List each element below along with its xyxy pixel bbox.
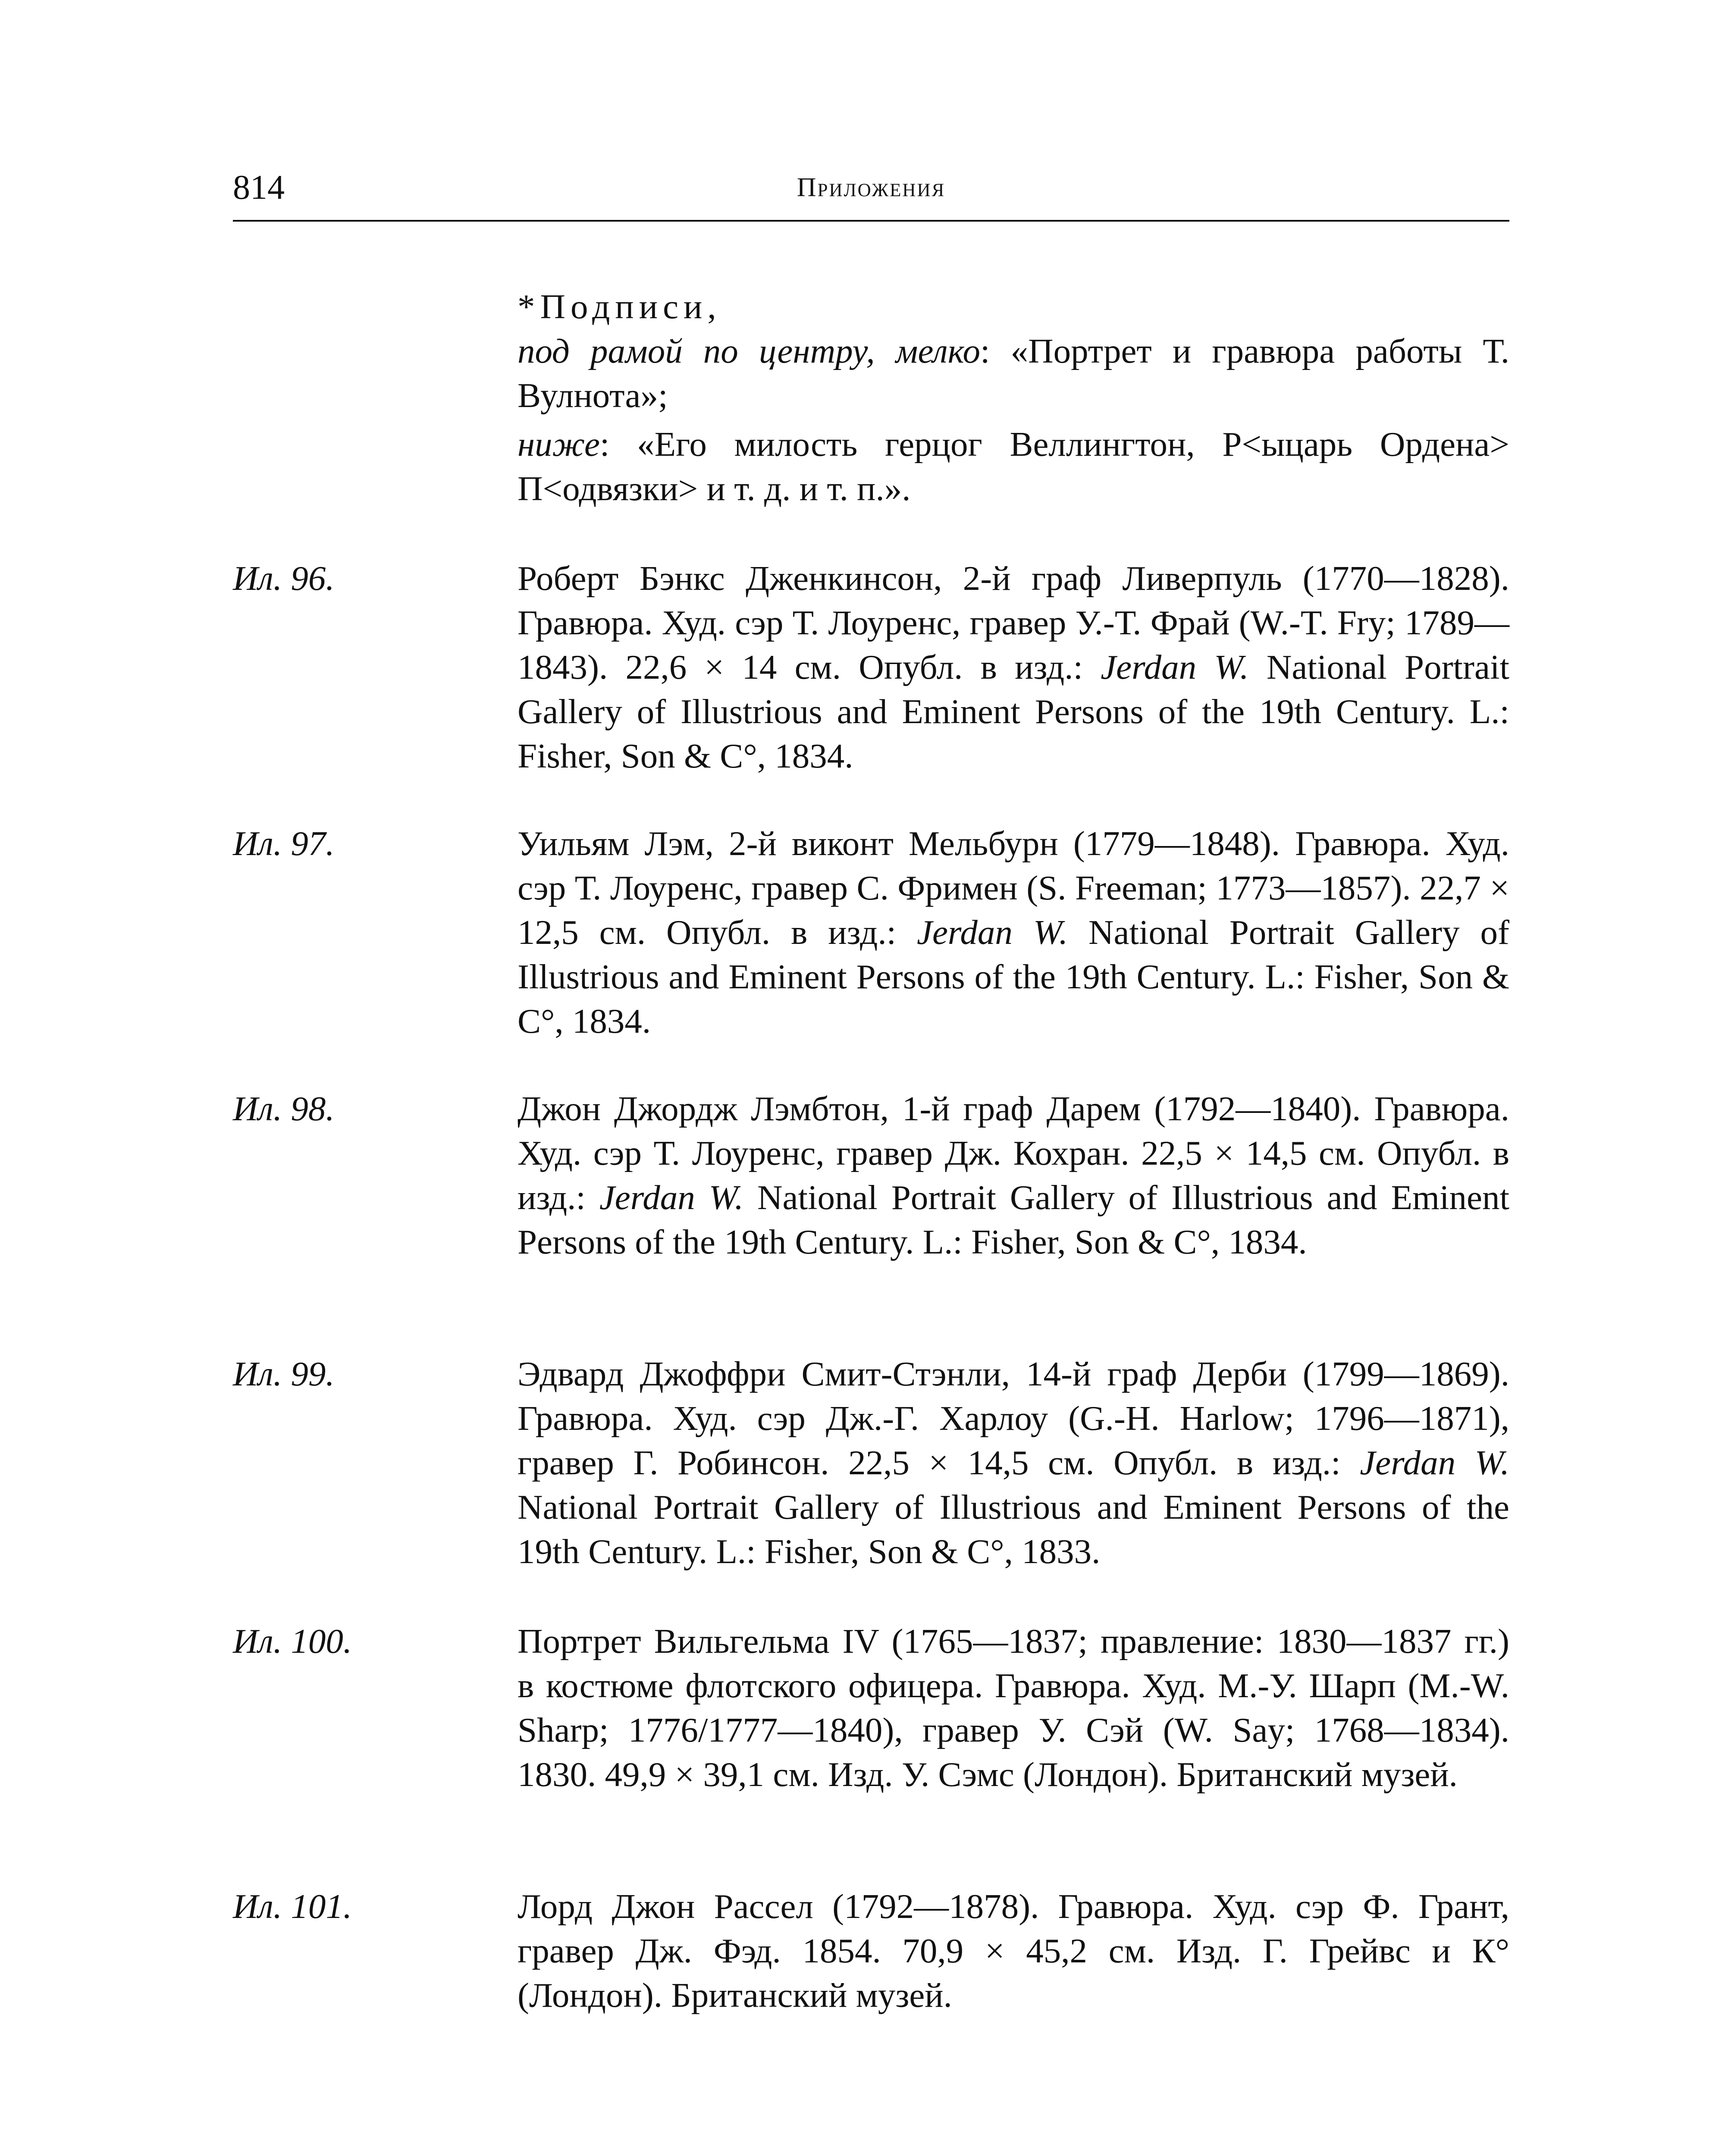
entry-text — [518, 1619, 1509, 1797]
caption-line-2 — [518, 422, 1509, 511]
entry-label: Ил. 97. — [233, 824, 335, 863]
entry-label: Ил. 96. — [233, 559, 335, 598]
entry-text-after: National Portrait Gallery of Illustrious and Eminent Persons of the 19th Century. L.: Fisher, Son & C°, 1834. — [518, 648, 1509, 775]
entry-author: Jerdan W. — [1360, 1443, 1509, 1482]
entry-text — [518, 821, 1509, 1044]
entry-label: Ил. 100. — [233, 1622, 352, 1661]
captions-heading: *Подписи, — [518, 287, 721, 326]
caption-line-1 — [518, 329, 1509, 418]
caption-line-2-text: : «Его милость герцог Веллингтон, Р<ыцарь Ордена> П<одвязки> и т. д. и т. п.». — [518, 425, 1509, 508]
entry-author: Jerdan W. — [599, 1178, 744, 1217]
caption-line-2-label: ниже — [518, 425, 600, 464]
caption-line-1-label: под рамой по центру, мелко — [518, 332, 981, 370]
entry-text-before: Уильям Лэм, 2-й виконт Мельбурн (1779—1848). Гравюра. Худ. сэр Т. Лоуренс, гравер С. Фримен (S. Freeman; 1773—1857). 22,7 × 12,5 см. Опубл. в изд.: — [518, 824, 1509, 952]
entry-author: Jerdan W. — [1101, 648, 1249, 686]
entry-label: Ил. 99. — [233, 1354, 335, 1393]
entry-text-after: National Portrait Gallery of Illustrious and Eminent Persons of the 19th Century. L.: Fisher, Son & C°, 1834. — [518, 913, 1509, 1040]
entry-label: Ил. 101. — [233, 1887, 352, 1926]
page-number: 814 — [233, 169, 285, 207]
entry-text — [518, 1352, 1509, 1574]
entry-text-before: Роберт Бэнкс Дженкинсон, 2-й граф Ливерпуль (1770—1828). Гравюра. Худ. сэр Т. Лоуренс, гравер У.-Т. Фрай (W.-T. Fry; 1789—1843). 22,6 × 14 см. Опубл. в изд.: — [518, 559, 1509, 686]
page-header — [233, 164, 1509, 222]
entry-text-before: Джон Джордж Лэмбтон, 1-й граф Дарем (1792—1840). Гравюра. Худ. сэр Т. Лоуренс, гравер Дж. Кохран. 22,5 × 14,5 см. Опубл. в изд.: — [518, 1089, 1509, 1217]
entry-text-before: Лорд Джон Рассел (1792—1878). Гравюра. Худ. сэр Ф. Грант, гравер Дж. Фэд. 1854. 70,9 × 45,2 см. Изд. Г. Грейвс и К° (Лондон). Британский музей. — [518, 1887, 1509, 2015]
caption-line-1-text: : «Портрет и гравюра работы Т. Вулнота»; — [518, 332, 1509, 415]
captions-block — [518, 285, 1509, 515]
entry-text-before: Портрет Вильгельма IV (1765—1837; правление: 1830—1837 гг.) в костюме флотского офицера. Гравюра. Худ. М.-У. Шарп (M.-W. Sharp; 1776/1777—1840), гравер У. Сэй (W. Say; 1768—1834). 1830. 49,9 × 39,1 см. Изд. У. Сэмс (Лондон). Британский музей. — [518, 1622, 1509, 1794]
entry-author: Jerdan W. — [917, 913, 1068, 952]
entry-text — [518, 556, 1509, 778]
entry-text-after: National Portrait Gallery of Illustrious and Eminent Persons of the 19th Century. L.: Fisher, Son & C°, 1834. — [518, 1178, 1509, 1261]
entry-text-before: Эдвард Джоффри Смит-Стэнли, 14-й граф Дерби (1799—1869). Гравюра. Худ. сэр Дж.-Г. Харлоу (G.-H. Harlow; 1796—1871), гравер Г. Робинсон. 22,5 × 14,5 см. Опубл. в изд.: — [518, 1354, 1509, 1482]
entry-text-after: National Portrait Gallery of Illustrious and Eminent Persons of the 19th Century. L.: Fisher, Son & C°, 1833. — [518, 1488, 1509, 1571]
entry-label: Ил. 98. — [233, 1089, 335, 1128]
entry-text — [518, 1884, 1509, 2018]
entry-text — [518, 1087, 1509, 1264]
running-head: Приложения — [797, 173, 946, 202]
